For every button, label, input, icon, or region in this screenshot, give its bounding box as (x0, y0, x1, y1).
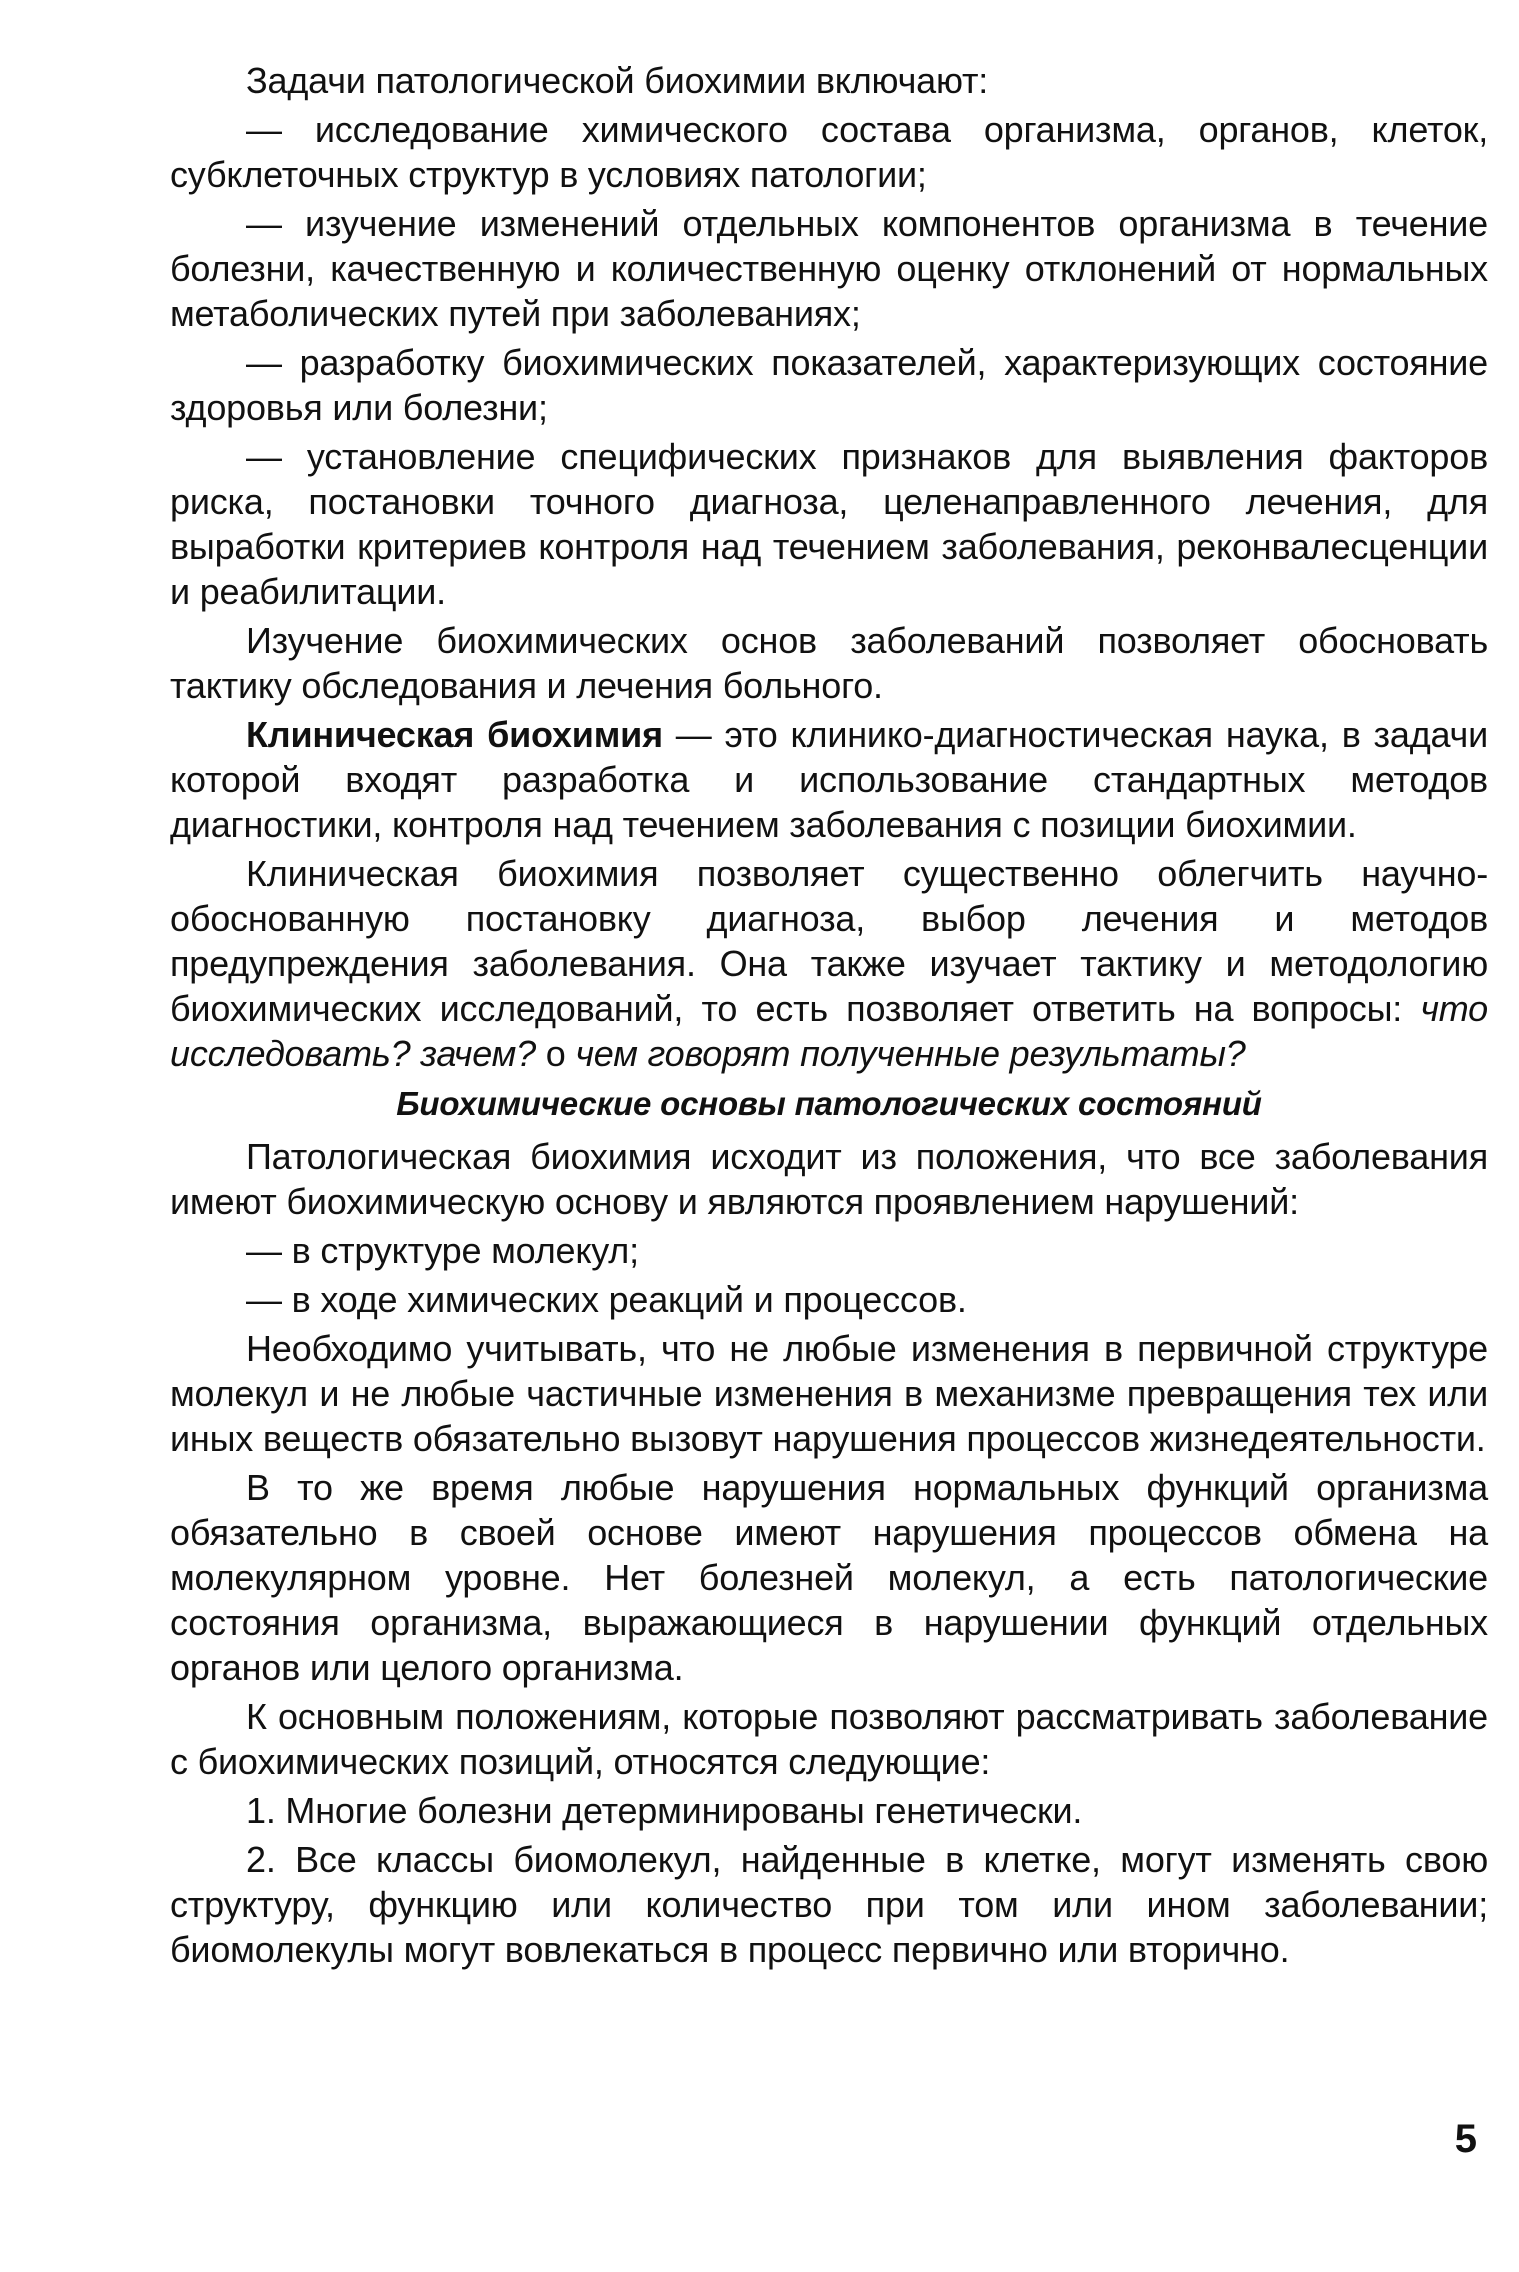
clinical-term: Клиническая биохимия (246, 714, 663, 755)
necessary-paragraph: Необходимо учитывать, что не любые изменения в первичной структуре молекул и не любые частичные изменения в механизме превращения тех или иных веществ обязательно вызовут нарушения процессов жизнедеятельности. (170, 1328, 1488, 1459)
meanwhile-paragraph: В то же время любые нарушения нормальных функций организма обязательно в своей основе имеют нарушения процессов обмена на молекулярном уровне. Нет болезней молекул, а есть патологические состояния организма, выражающиеся в нарушении функций отдельных органов или целого организма. (170, 1467, 1488, 1688)
clinical-definition-paragraph (170, 712, 1488, 847)
basis-paragraph: Патологическая биохимия исходит из положения, что все заболевания имеют биохимическую основу и являются проявлением нарушений: (170, 1136, 1488, 1222)
page-body (170, 58, 1488, 1976)
clinical-questions-2: чем говорят полученные результаты? (575, 1033, 1246, 1074)
clinical-questions: что исследовать? зачем? (170, 988, 1488, 1074)
task-item-2: — изучение изменений отдельных компонентов организма в течение болезни, качественную и количественную оценку отклонений от нормальных метаболических путей при заболеваниях; (170, 203, 1488, 334)
section-heading: Биохимические основы патологических состояний (396, 1085, 1262, 1122)
clinical-definition: — это клинико-диагностическая наука, в задачи которой входят разработка и использование стандартных методов диагностики, контроля над течением заболевания с позиции биохимии. (170, 714, 1488, 845)
task-item-4: — установление специфических признаков для выявления факторов риска, постановки точного диагноза, целенаправленного лечения, для выработки критериев контроля над течением заболевания, реконвалесценции и реабилитации. (170, 436, 1488, 612)
task-item-1: — исследование химического состава организма, органов, клеток, субклеточных структур в условиях патологии; (170, 109, 1488, 195)
positions-paragraph: К основным положениям, которые позволяют рассматривать заболевание с биохимических позиций, относятся следующие: (170, 1696, 1488, 1782)
clinical-conjunction: о (535, 1033, 576, 1074)
tasks-intro: Задачи патологической биохимии включают: (246, 60, 989, 101)
task-item-3: — разработку биохимических показателей, характеризующих состояние здоровья или болезни; (170, 342, 1488, 428)
page-number: 5 (1454, 2117, 1477, 2161)
position-item-2: 2. Все классы биомолекул, найденные в клетке, могут изменять свою структуру, функцию или количество при том или ином заболевании; биомолекулы могут вовлекаться в процесс первично или вторично. (170, 1839, 1488, 1970)
clinical-text-paragraph (170, 851, 1488, 1076)
basis-item-2: — в ходе химических реакций и процессов. (246, 1279, 967, 1320)
study-paragraph: Изучение биохимических основ заболеваний позволяет обосновать тактику обследования и лечения больного. (170, 620, 1488, 706)
position-item-1: 1. Многие болезни детерминированы генетически. (246, 1790, 1083, 1831)
basis-item-1: — в структуре молекул; (246, 1230, 639, 1271)
clinical-text: Клиническая биохимия позволяет существенно облегчить научно-обоснованную постановку диагноза, выбор лечения и методов предупреждения заболевания. Она также изучает тактику и методологию биохимических исследований, то есть позволяет ответить на вопросы: (170, 853, 1488, 1029)
